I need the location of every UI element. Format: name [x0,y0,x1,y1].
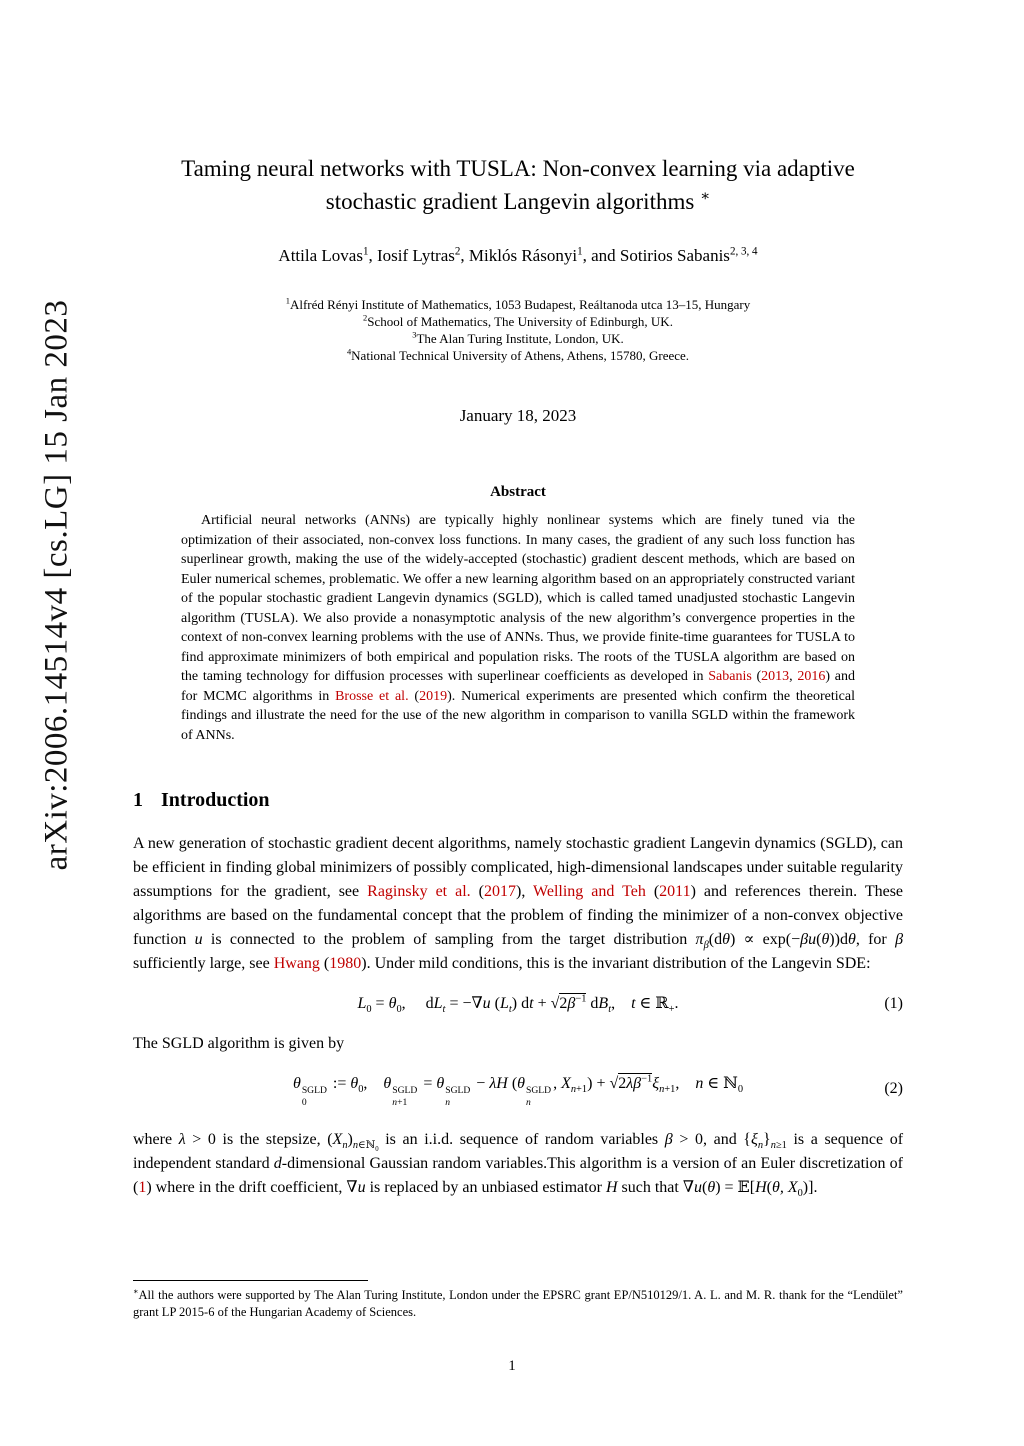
equation-2 [133,1069,903,1108]
citation-link-sabanis[interactable]: Sabanis [708,669,752,684]
citation-link-brosse[interactable]: Brosse et al. [335,688,409,704]
intro-paragraph-1: A new generation of stochastic gradient decent algorithms, namely stochastic gradient Langevin dynamics (SGLD), can be efficient in finding global minimizers of possibly complicated, high-dimensional landscapes under suitable regularity assumptions for the gradient, see Raginsky et al. (2017), Welling and Teh (2011) and references therein. These algorithms are based on the fundamental concept that the problem of finding the minimizer of a non-convex objective function u is connected to the problem of sampling from the target distribution $\pi_\beta(d\theta) \propto \exp(-\beta u(\theta))d\theta$, for β sufficiently large, see Hwang (1980). Under mild conditions, this is the invariant distribution of the Langevin SDE: [133,835,904,972]
citation-link-2011[interactable]: 2011 [659,883,691,900]
arxiv-watermark: arXiv:2006.14514v4 [cs.LG] 15 Jan 2023 [38,299,75,871]
footnote-rule [133,1280,368,1281]
paper-content [133,0,903,1200]
equation-1 [133,989,903,1019]
section-heading-introduction [133,789,903,812]
section-number: 1 [133,789,143,811]
citation-link-2019[interactable]: 2019 [419,688,448,704]
footnote-block [133,1280,903,1321]
affiliation-1: $^1$Alfréd Rényi Institute of Mathematics, 1053 Budapest, Reáltanoda utca 13–15, Hungary [285,295,751,312]
equation-ref-1[interactable]: 1 [138,1179,147,1197]
citation-link-2017[interactable]: 2017 [484,883,516,900]
citation-link-2016[interactable]: 2016 [797,669,826,684]
affiliation-2: $^2$School of Mathematics, The University of Edinburgh, UK. [363,312,673,329]
affiliation-3: $^3$The Alan Turing Institute, London, UK. [412,329,624,346]
section-title: Introduction [161,789,270,811]
abstract-section [181,484,855,745]
paper-date: January 18, 2023 [459,406,577,425]
citation-link-raginsky[interactable]: Raginsky et al. [367,883,471,900]
affiliations-block [133,296,903,364]
citation-link-2013[interactable]: 2013 [761,669,790,684]
page-number: 1 [508,1358,516,1374]
paper-title: Taming neural networks with TUSLA: Non-convex learning via adaptive stochastic gradient Langevin algorithms ∗ [181,156,855,214]
equation-1-number: (1) [884,995,903,1012]
intro-paragraph-3: where λ > 0 is the stepsize, $(X_n)_{n\in ℕ_0}$ is an i.i.d. sequence of random variables β > 0, and $\{\xi_n\}_{n\ge 1}$ is a sequence of independent standard d-dimensional Gaussian random variables.This algorithm is a version of an Euler discretization of (1) where in the drift coefficient, ∇u is replaced by an unbiased estimator H such that ∇u(θ) = 𝔼[H(θ, $X_0$)]. [133,1131,904,1200]
citation-link-1980[interactable]: 1980 [329,955,362,972]
abstract-text: Artificial neural networks (ANNs) are typically highly nonlinear systems which are finely tuned via the optimization of their associated, non-convex loss functions. In many cases, the gradient of any such loss function has superlinear growth, making the use of the widely-accepted (stochastic) gradient descent methods, which are based on Euler numerical schemes, problematic. We offer a new learning algorithm based on an appropriately constructed variant of the popular stochastic gradient Langevin dynamics (SGLD), which is called tamed unadjusted stochastic Langevin algorithm (TUSLA). We also provide a nonasymptotic analysis of the new algorithm’s convergence properties in the context of non-convex learning problems with the use of ANNs. Thus, we provide finite-time guarantees for TUSLA to find approximate minimizers of both empirical and population risks. The roots of the TUSLA algorithm are based on the taming technology for diffusion processes with superlinear coefficients as developed in Sabanis (2013, 2016) and for MCMC algorithms in Brosse et al. (2019). Numerical experiments are presented which confirm the theoretical findings and illustrate the need for the use of the new algorithm in comparison to vanilla SGLD within the framework of ANNs. [181,513,855,743]
footnote-text: ∗All the authors were supported by The Alan Turing Institute, London under the EPSRC grant EP/N510129/1. A. L. and M. R. thank for the “Lendület” grant LP 2015-6 of the Hungarian Academy of Sciences. [133,1286,903,1319]
intro-paragraph-2: The SGLD algorithm is given by [133,1035,345,1052]
authors-line: Attila Lovas$^1$, Iosif Lytras$^2$, Miklós Rásonyi$^1$, and Sotirios Sabanis$^{2, 3, 4}$ [278,245,758,265]
equation-2-number: (2) [884,1079,903,1097]
citation-link-welling-teh[interactable]: Welling and Teh [533,883,646,900]
abstract-heading: Abstract [490,484,546,500]
equation-2-body: θ SGLD 0 := $\theta_0$, θ SGLD n+1 = θ SGLD n − λH (θ SGLD n , $X_{n+1}) + √2\lambda\beta^{-1}\xi_{n+1}$, n ∈ ℕ$_0$ [292,1073,744,1108]
equation-1-body: $L_0 = \theta_0$, $dL_t = -\nabla u$ $(L_t)$ dt + $√2\beta^{-1}$ $dB_t$, t ∈ ℝ$_+$. [357,993,679,1016]
affiliation-4: $^4$National Technical University of Athens, Athens, 15780, Greece. [346,346,690,363]
citation-link-hwang[interactable]: Hwang [273,955,320,972]
